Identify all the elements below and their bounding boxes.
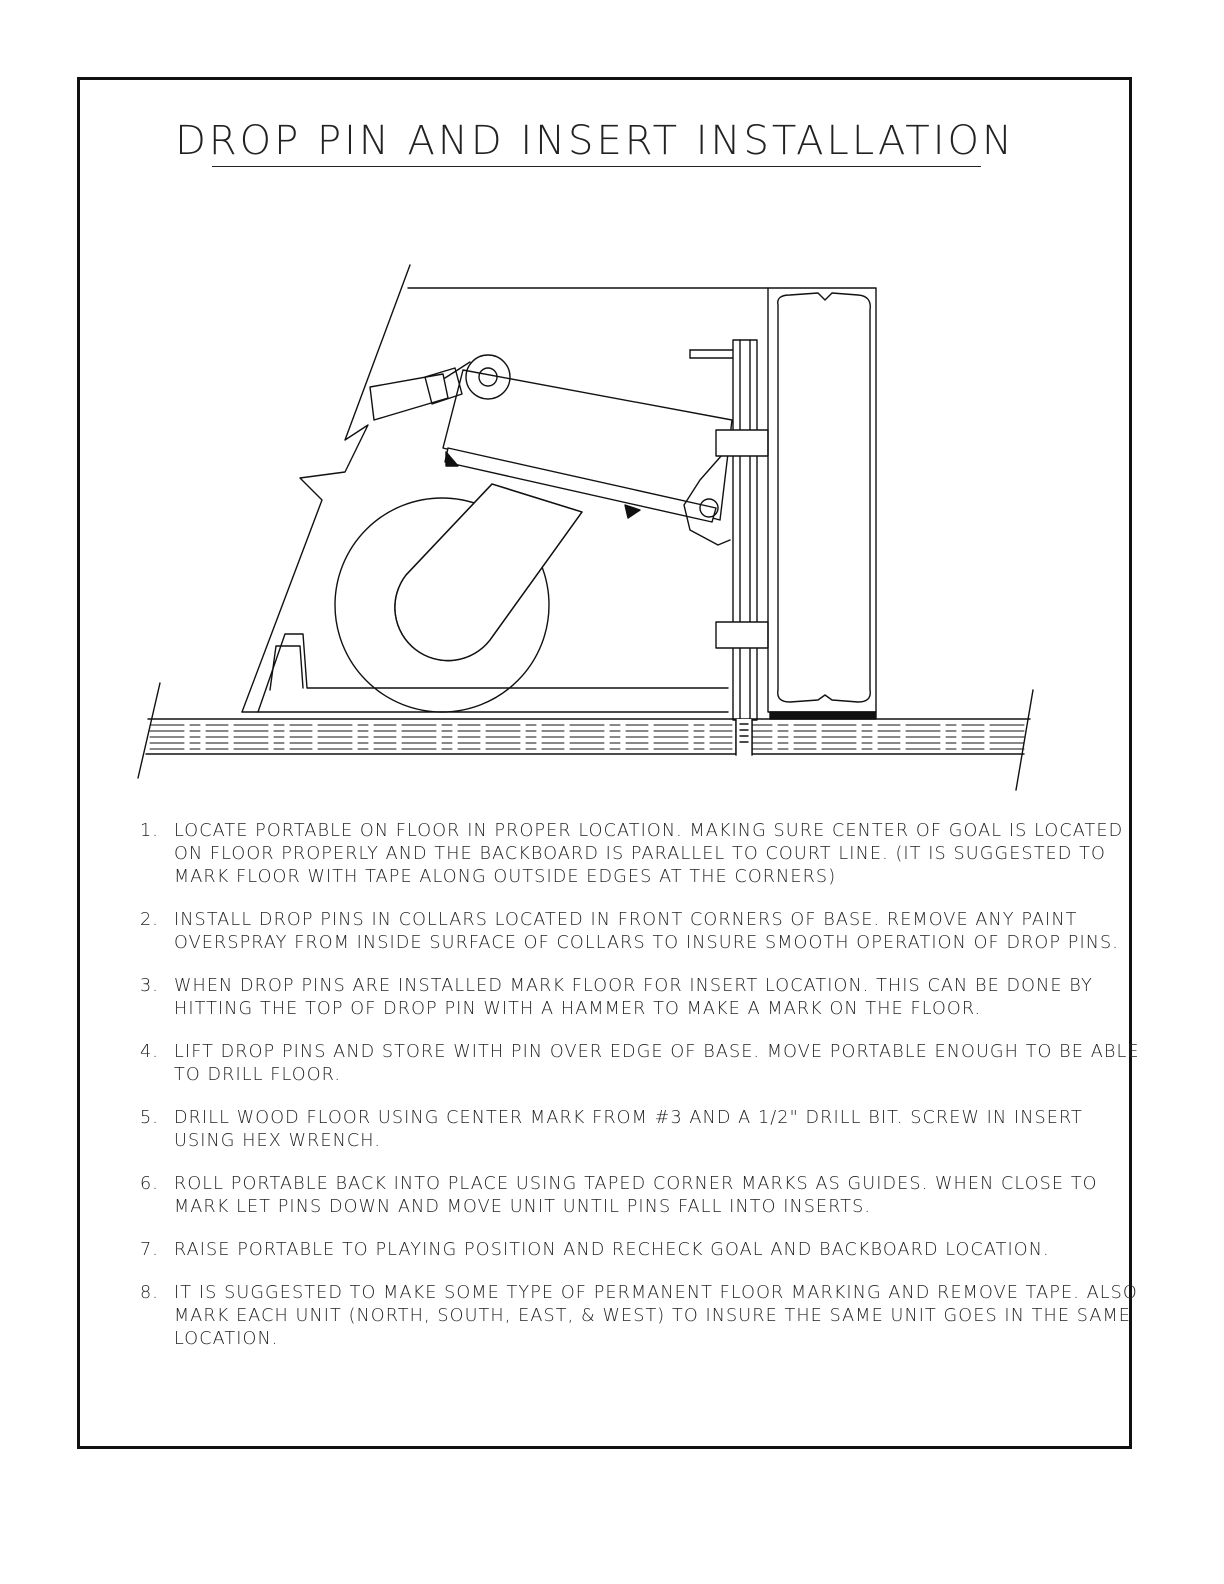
step-text: INSTALL DROP PINS IN COLLARS LOCATED IN FRONT CORNERS OF BASE. REMOVE ANY PAINT OVERSPRAY FROM INSIDE SURFACE OF COLLARS TO INSURE SMOOTH OPERATION OF DROP PINS.: [174, 910, 1119, 953]
hydraulic-cylinder: [370, 355, 732, 522]
step-number: 4.: [140, 1042, 159, 1062]
installation-steps: [140, 820, 1140, 1371]
step-number: 7.: [140, 1240, 159, 1260]
step-text: DRILL WOOD FLOOR USING CENTER MARK FROM #3 AND A 1/2" DRILL BIT. SCREW IN INSERT USING HEX WRENCH.: [174, 1108, 1083, 1151]
step-number: 2.: [140, 910, 159, 930]
page-title: DROP PIN AND INSERT INSTALLATION: [175, 118, 1015, 164]
step-text: ROLL PORTABLE BACK INTO PLACE USING TAPED CORNER MARKS AS GUIDES. WHEN CLOSE TO MARK LET PINS DOWN AND MOVE UNIT UNTIL PINS FALL INTO INSERTS.: [174, 1174, 1098, 1217]
backboard-pad: [768, 288, 876, 719]
drop-pin-diagram: [130, 260, 1040, 795]
step-5: [140, 1107, 1140, 1153]
step-number: 8.: [140, 1283, 159, 1303]
step-text: LOCATE PORTABLE ON FLOOR IN PROPER LOCATION. MAKING SURE CENTER OF GOAL IS LOCATED ON FLOOR PROPERLY AND THE BACKBOARD IS PARALLEL TO COURT LINE. (IT IS SUGGESTED TO MARK FLOOR WITH TAPE ALONG OUTSIDE EDGES AT THE CORNERS): [174, 821, 1124, 887]
caster-wheel: [335, 484, 582, 712]
step-4: [140, 1041, 1140, 1087]
floor-section: [138, 683, 1033, 790]
step-1: [140, 820, 1140, 889]
step-6: [140, 1173, 1140, 1219]
step-8: [140, 1282, 1140, 1351]
step-3: [140, 975, 1140, 1021]
step-text: LIFT DROP PINS AND STORE WITH PIN OVER EDGE OF BASE. MOVE PORTABLE ENOUGH TO BE ABLE TO DRILL FLOOR.: [174, 1042, 1140, 1085]
step-number: 3.: [140, 976, 159, 996]
step-number: 1.: [140, 821, 159, 841]
step-number: 6.: [140, 1174, 159, 1194]
step-text: RAISE PORTABLE TO PLAYING POSITION AND RECHECK GOAL AND BACKBOARD LOCATION.: [174, 1240, 1050, 1260]
drop-pin: [690, 340, 768, 755]
step-2: [140, 909, 1140, 955]
step-text: WHEN DROP PINS ARE INSTALLED MARK FLOOR FOR INSERT LOCATION. THIS CAN BE DONE BY HITTING THE TOP OF DROP PIN WITH A HAMMER TO MAKE A MARK ON THE FLOOR.: [174, 976, 1093, 1019]
step-text: IT IS SUGGESTED TO MAKE SOME TYPE OF PERMANENT FLOOR MARKING AND REMOVE TAPE. ALSO MARK EACH UNIT (NORTH, SOUTH, EAST, & WEST) TO INSURE THE SAME UNIT GOES IN THE SAME LOCATION.: [174, 1283, 1138, 1349]
title-underline: [212, 166, 981, 167]
step-number: 5.: [140, 1108, 159, 1128]
step-7: [140, 1239, 1140, 1262]
